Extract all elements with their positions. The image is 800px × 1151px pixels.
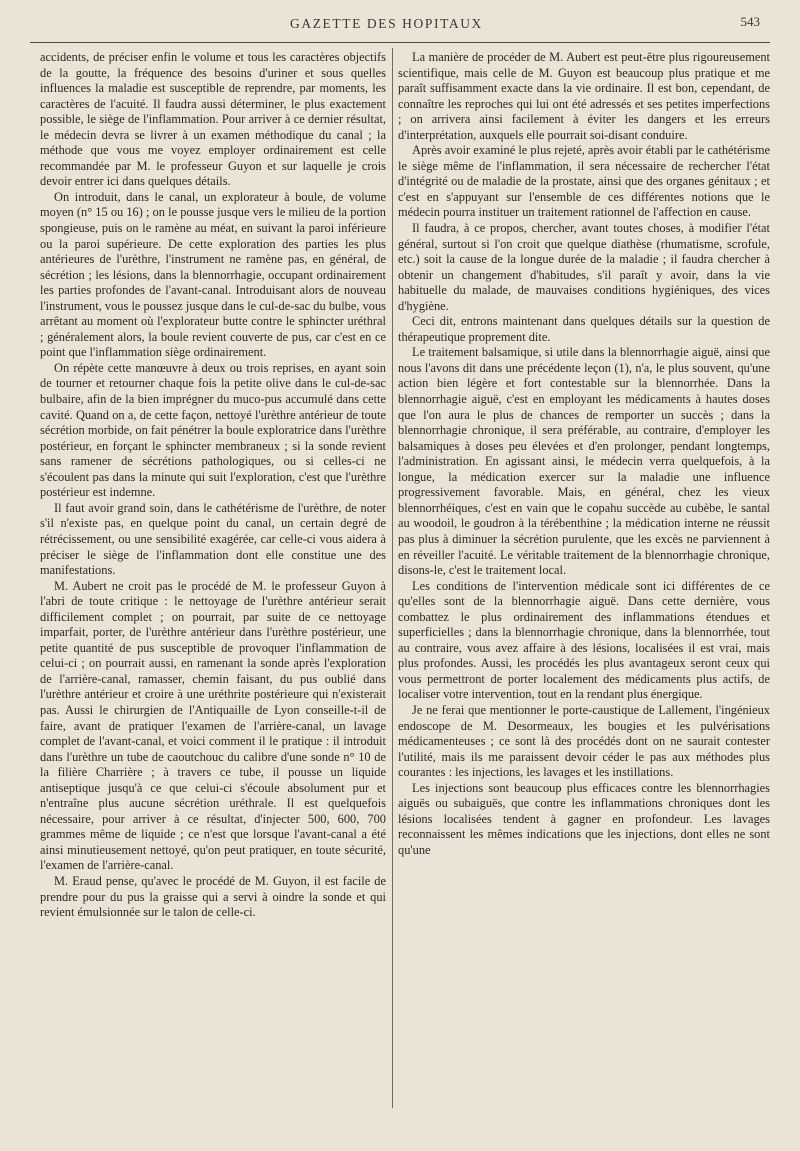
page-header <box>0 14 800 36</box>
page-number: 543 <box>740 14 760 29</box>
running-title: GAZETTE DES HOPITAUX <box>290 16 483 31</box>
paragraph: Les injections sont beaucoup plus efficaces contre les blennorrhagies aiguës ou subaiguës, que contre les inflammations chroniques dont les lésions localisées tendent à gagner en profondeur. Les lavages reconnaissent les mêmes indications que les injections, dont elles ne sont qu'une <box>398 780 770 857</box>
paragraph: Ceci dit, entrons maintenant dans quelques détails sur la question de thérapeutique proprement dite. <box>398 314 770 344</box>
paragraph: M. Aubert ne croit pas le procédé de M. le professeur Guyon à l'abri de toute critique : le nettoyage de l'urèthre antérieur serait difficilement complet ; on pourrait, par suite de ce nettoyage imparfait, porter, de l'urèthre antérieur dans l'urèthre postérieur, une petite quantité de pus susceptible de provoquer l'inflammation de celui-ci ; on pourrait aussi, en ramenant la sonde après l'exploration de l'arrière-canal, ramasser, chemin faisant, du pus oublié dans l'urèthre antérieur et croire à une uréthrite postérieure qui n'existerait pas. Aussi le chirurgien de l'Antiquaille de Lyon conseille-t-il de faire, avant de pratiquer l'examen de l'arrière-canal, un lavage complet de l'avant-canal, et voici comment il le pratique : il introduit dans l'urèthre un tube de caoutchouc du calibre d'une sonde n° 10 de la filière Charrière ; à travers ce tube, il pousse un liquide antiseptique jusqu'à ce que celui-ci s'écoule absolument pur et n'entraîne plus aucune sécrétion uréthrale. Il est quelquefois nécessaire, pour arriver à ce résultat, d'injecter 500, 600, 700 grammes même de liquide ; ce n'est que lorsque l'avant-canal a été ainsi minutieusement nettoyé, qu'on peut pratiquer, en toute sécurité, l'examen de l'arrière-canal. <box>40 578 386 873</box>
paragraph: accidents, de préciser enfin le volume et tous les caractères objectifs de la goutte, la fréquence des besoins d'uriner et sous quelles influences la maladie est susceptible de reprendre, par moments, les caractères de l'acuité. Il faudra aussi déterminer, le plus exactement possible, le siège de l'inflammation. Pour arriver à ce dernier résultat, le médecin devra se livrer à un examen méthodique du canal ; la méthode que vous me voyez employer ordinairement est celle recommandée par M. le professeur Guyon et sur laquelle je crois devoir entrer ici dans quelques détails. <box>40 50 386 189</box>
paragraph: Après avoir examiné le plus rejeté, après avoir établi par le cathétérisme le siège même de l'inflammation, il sera nécessaire de rechercher l'état d'intégrité ou de maladie de la prostate, ainsi que des organes génitaux ; et c'est en s'appuyant sur l'ensemble de ces différentes notions que le médecin pourra instituer un traitement rationnel de l'affection en cause. <box>398 143 770 220</box>
right-column <box>398 50 770 858</box>
paragraph: La manière de procéder de M. Aubert est peut-être plus rigoureusement scientifique, mais celle de M. Guyon est beaucoup plus pratique et me paraît suffisamment exacte dans la vie ordinaire. Il est bon, cependant, de connaître les reproches qui lui ont été adressés et ses petites imperfections ; on arrivera ainsi facilement à éviter les dangers et les erreurs d'interprétation, auxquels elle pourrait soi-disant conduire. <box>398 50 770 142</box>
paragraph: Je ne ferai que mentionner le porte-caustique de Lallement, l'ingénieux endoscope de M. Desormeaux, les bougies et les pulvérisations médicamenteuses ; ce sont là des procédés dont on ne saurait contester l'utilité, mais ils me paraissent devoir céder le pas aux méthodes plus courantes : les injections, les lavages et les instillations. <box>398 702 770 780</box>
paragraph: M. Eraud pense, qu'avec le procédé de M. Guyon, il est facile de prendre pour du pus la graisse qui a servi à oindre la sonde et qui revient émulsionnée sur le talon de celle-ci. <box>40 873 386 920</box>
paragraph: Il faut avoir grand soin, dans le cathétérisme de l'urèthre, de noter s'il n'existe pas, en quelque point du canal, un certain degré de rétrécissement, ou une sensibilité exagérée, car celle-ci vous aidera à préciser le siège de l'inflammation dont elle constitue une des manifestations. <box>40 500 386 578</box>
paragraph: On répète cette manœuvre à deux ou trois reprises, en ayant soin de tourner et retourner chaque fois la petite olive dans le cul-de-sac bulbaire, afin de la bien imprégner du muco-pus accumulé dans cette cavité. Quand on a, de cette façon, nettoyé l'urèthre antérieur de toute sécrétion morbide, on fait pénétrer la boule exploratrice dans l'urèthre postérieur, en forçant le sphincter membraneux ; si la sonde revient sans ramener de sécrétions pathologiques, ou si celles-ci ne s'écoulent pas dans la minute qui suit l'exploration, c'est que l'urèthre postérieur est indemne. <box>40 360 386 500</box>
left-column <box>40 50 386 921</box>
paragraph: Il faudra, à ce propos, chercher, avant toutes choses, à modifier l'état général, surtout si l'on croit que quelque diathèse (rhumatisme, scrofule, etc.) soit la cause de la longue durée de la maladie ; il faudra chercher à obtenir un changement d'habitudes, s'il paraît y avoir, dans la vie habituelle du malade, de mauvaises conditions hygiéniques, des vices d'hygiène. <box>398 221 770 313</box>
header-rule <box>30 42 770 43</box>
paragraph: Le traitement balsamique, si utile dans la blennorrhagie aiguë, ainsi que nous l'avons dit dans une précédente leçon (1), n'a, le plus souvent, qu'une action bien légère et fort contestable sur la blennorrhée. Dans la blennorrhagie aiguë, c'est en employant les médicaments à hautes doses que l'on aura le plus de chances de remporter un succès ; dans la blennorrhagie chronique, il sera préférable, au contraire, d'employer les balsamiques à doses peu élevées et d'en prolonger, pendant longtemps, l'administration. En agissant ainsi, le médecin verra quelquefois, à la longue, la médication exercer sur la maladie une influence progressivement favorable. Mais, en général, chez les vieux blennorrhéiques, c'est en vain que le copahu succède au cubèbe, le santal au woodoil, le goudron à la térébenthine ; la médication interne ne réussit pas plus à diminuer la sécrétion purulente, que les excès ne parviennent à en réveiller l'acuité. Le véritable traitement de la blennorrhagie chronique, disons-le, c'est le traitement local. <box>398 345 770 578</box>
paragraph: On introduit, dans le canal, un explorateur à boule, de volume moyen (n° 15 ou 16) ; on le pousse jusque vers le milieu de la portion spongieuse, puis on le ramène au méat, en suivant la paroi inférieure ou la paroi supérieure. De cette exploration des parties les plus antérieures de l'urèthre, l'instrument ne ramène pas, en général, de sécrétion ; les lésions, dans la blennorrhagie, occupant ordinairement les parties profondes de l'avant-canal. Introduisant alors de nouveau l'instrument, vous le poussez jusque dans le cul-de-sac du bulbe, vous arrêtant au moment où l'explorateur butte contre le sphincter uréthral ; généralement alors, la boule revient couverte de pus, car c'est en ce point que l'inflammation siège ordinairement. <box>40 189 386 360</box>
paragraph: Les conditions de l'intervention médicale sont ici différentes de ce qu'elles sont de la blennorrhagie aiguë. Dans cette dernière, vous combattez le plus ordinairement des inflammations étendues et superficielles ; dans la blennorrhagie chronique, dans la blennorrhée, tout au contraire, vous avez affaire à des lésions, localisées il est vrai, mais plus profondes. Aussi, les procédés les plus avantageux seront ceux qui vous permettront de porter localement des médicaments plus actifs, de localiser votre intervention, tout en la rendant plus énergique. <box>398 578 770 702</box>
column-divider <box>392 48 393 1108</box>
